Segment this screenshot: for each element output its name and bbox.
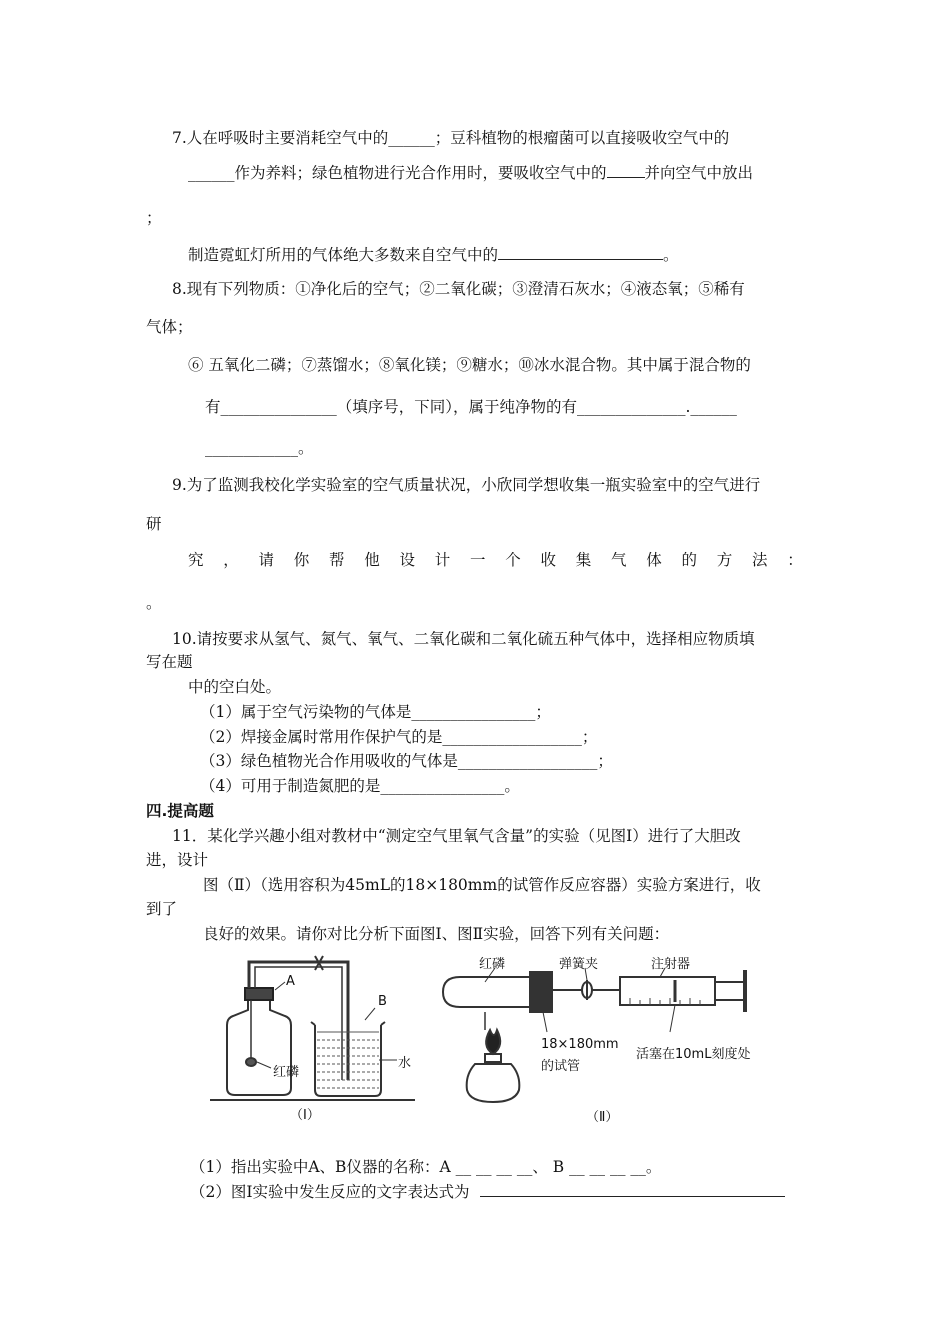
q10-item2: （2）焊接金属时常用作保护气的是__________________；	[200, 728, 598, 746]
q11-line3: 图（Ⅱ）（选用容积为45mL的18×180mm的试管作反应容器）实验方案进行，收	[203, 876, 761, 894]
q7-line4	[188, 245, 679, 265]
q10-item1: （1）属于空气污染物的气体是________________；	[200, 703, 551, 721]
q7-line2-text-b: 并向空气中放出	[644, 164, 754, 182]
q9-char: 法	[752, 551, 768, 569]
q9-line2: 研	[146, 515, 162, 533]
fig2-label-tube-name: 的试管	[541, 1059, 581, 1074]
test-tube	[443, 977, 530, 1007]
q9-char: 你	[293, 551, 310, 569]
q7-line4-text-b: 。	[663, 246, 679, 264]
q9-char: 个	[505, 551, 521, 569]
q7-line1: 7.人在呼吸时主要消耗空气中的______；豆科植物的根瘤菌可以直接吸收空气中的	[172, 129, 730, 147]
fig1-label-water: 水	[398, 1056, 412, 1071]
q11-sub1: （1）指出实验中A、B仪器的名称：A __ __ __ __、 B __ __ __ __。	[190, 1158, 662, 1176]
q9-char: 帮	[329, 551, 345, 569]
fig1-label-b: B	[378, 994, 387, 1009]
q9-line1: 9.为了监测我校化学实验室的空气质量状况，小欣同学想收集一瓶实验室中的空气进行	[172, 476, 761, 494]
q8-line5: ____________。	[205, 439, 314, 457]
fig1-label-a: A	[286, 974, 295, 989]
q9-char: 请	[258, 551, 275, 569]
figure-1-apparatus	[205, 950, 420, 1125]
q10-line2: 写在题	[146, 653, 193, 671]
q11-line2: 进，设计	[146, 851, 209, 869]
q8-line4: 有_______________（填序号，下同），属于纯净物的有______________.______	[205, 398, 737, 416]
q9-char: ，	[223, 551, 239, 569]
q10-item4: （4）可用于制造氮肥的是________________。	[200, 777, 520, 795]
q11-line1: 11．某化学兴趣小组对教材中“测定空气里氧气含量”的实验（见图Ⅰ）进行了大胆改	[172, 827, 741, 845]
q9-line3	[188, 550, 803, 570]
fig2-label-phosphorus: 红磷	[479, 957, 506, 972]
q7-line2-text-a: ______作为养料；绿色植物进行光合作用时，要吸收空气中的	[188, 164, 607, 182]
q9-char: 计	[434, 551, 451, 569]
q9-char: 他	[364, 551, 380, 569]
q9-char: 设	[399, 551, 416, 569]
gas-bottle	[227, 1000, 291, 1095]
fig2-label-syringe: 注射器	[651, 957, 691, 972]
q11-line5: 良好的效果。请你对比分析下面图Ⅰ、图Ⅱ实验，回答下列有关问题：	[203, 925, 670, 943]
q10-line3: 中的空白处。	[188, 678, 282, 696]
q9-char: 气	[611, 551, 627, 569]
section-heading: 四.提高题	[146, 802, 214, 820]
fig1-label-phosphorus: 红磷	[273, 1065, 300, 1080]
q9-char: 体	[646, 551, 662, 569]
q9-char: 方	[716, 551, 733, 569]
q9-char: 集	[575, 551, 592, 569]
rubber-stopper	[245, 988, 273, 1000]
fig2-label-clip: 弹簧夹	[559, 957, 599, 972]
fig2-label-tube-size: 18×180mm	[541, 1037, 619, 1052]
q7-line3: ；	[146, 209, 162, 227]
q9-char: 的	[681, 551, 698, 569]
q9-char: 收	[540, 551, 557, 569]
q7-line2	[188, 163, 753, 183]
q10-item3: （3）绿色植物光合作用吸收的气体是__________________；	[200, 752, 613, 770]
q7-line4-text-a: 制造霓虹灯所用的气体绝大多数来自空气中的	[188, 246, 499, 264]
q8-line1: 8.现有下列物质：①净化后的空气；②二氧化碳；③澄清石灰水；④液态氧；⑤稀有	[172, 280, 745, 298]
q9-line4: 。	[146, 594, 162, 612]
q11-sub2	[190, 1182, 785, 1202]
q11-sub2-text: （2）图Ⅰ实验中发生反应的文字表达式为	[190, 1183, 470, 1201]
q11-sub2-blank[interactable]	[480, 1182, 785, 1197]
fig2-label-piston: 活塞在10mL刻度处	[636, 1047, 751, 1062]
q9-char: ：	[787, 551, 803, 569]
q8-line2: 气体；	[146, 318, 193, 336]
q9-char: 一	[470, 551, 486, 569]
q8-line3: ⑥ 五氧化二磷；⑦蒸馏水；⑧氧化镁；⑨糖水；⑩冰水混合物。其中属于混合物的	[188, 356, 751, 374]
fig2-caption: （Ⅱ）	[586, 1110, 619, 1125]
q9-char: 究	[188, 551, 204, 569]
q10-line1: 10.请按要求从氢气、氮气、氧气、二氧化碳和二氧化硫五种气体中，选择相应物质填	[172, 630, 755, 648]
q7-blank-rare-gas[interactable]	[498, 245, 663, 260]
q11-line4: 到了	[146, 900, 178, 918]
q7-blank-co2[interactable]	[607, 163, 645, 178]
tube-stopper	[530, 972, 552, 1012]
fig1-caption: （Ⅰ）	[290, 1108, 320, 1123]
